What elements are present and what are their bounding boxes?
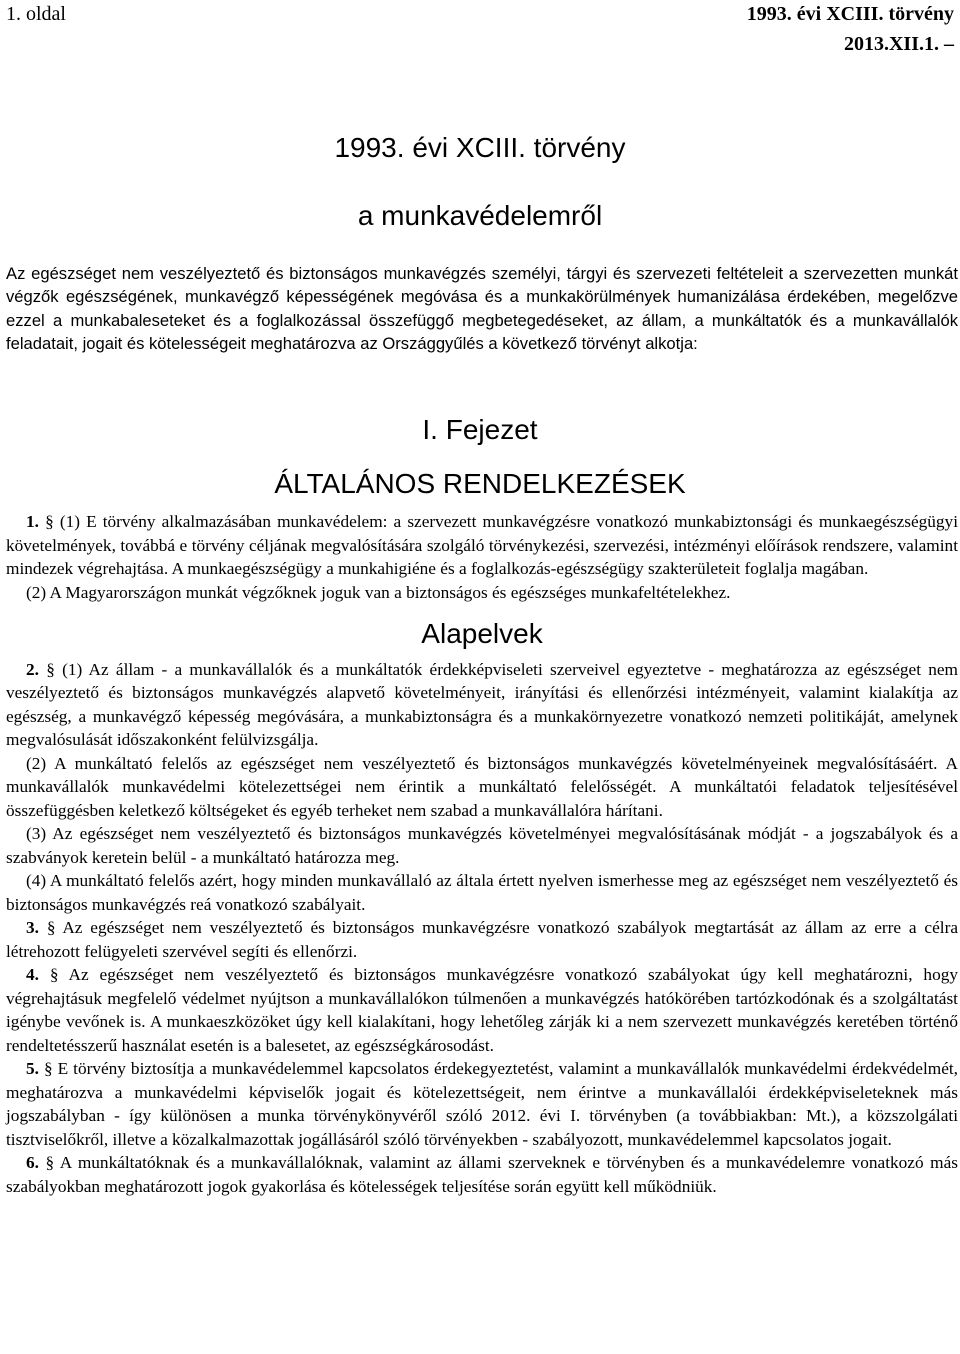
section-6	[6, 1151, 958, 1198]
section-1-paragraph-2: (2) A Magyarországon munkát végzőknek joguk van a biztonságos és egészséges munkafeltételekhez.	[26, 582, 731, 602]
section-4	[6, 963, 958, 1057]
section-2-paragraph-2: (2) A munkáltató felelős az egészséget nem veszélyeztető és biztonságos munkavégzés követelményeinek megvalósításáért. A munkavállalók munkavédelmi kötelezettségei nem érintik a munkáltató felelősségét. A munkáltatói feladatok teljesítésével összefüggésben keletkező költségeket és egyéb terheket nem szabad a munkavállalóra hárítani.	[6, 753, 958, 820]
section-2-paragraph-3: (3) Az egészséget nem veszélyeztető és biztonságos munkavégzés követelményei megvalósításának módját - a jogszabályok és a szabványok keretein belül - a munkáltató határozza meg.	[6, 824, 958, 867]
running-header	[747, 3, 954, 63]
section-number: 3.	[26, 918, 39, 937]
section-text: § Az egészséget nem veszélyeztető és biztonságos munkavégzésre vonatkozó szabályok megtartását az állam az erre a célra létrehozott felügyeleti szervével segíti és ellenőrzi.	[6, 918, 958, 961]
document-subtitle: a munkavédelemről	[357, 200, 603, 231]
section-number: 5.	[26, 1059, 39, 1078]
section-number: 2.	[26, 659, 39, 679]
section-1-paragraph-1	[6, 510, 958, 581]
section-2-paragraph-4: (4) A munkáltató felelős azért, hogy minden munkavállaló az általa értett nyelven ismerhesse meg az egészséget nem veszélyeztető és biztonságos munkavégzés reá vonatkozó szabályait.	[6, 871, 958, 914]
document-body	[6, 510, 958, 1198]
preamble: Az egészséget nem veszélyeztető és biztonságos munkavégzés személyi, tárgyi és szervezeti feltételeit a szervezetten munkát végzők egészségének, munkavégző képességének megóvása és a munkakörülmények humanizálása érdekében, megelőzve ezzel a munkabaleseteket és a foglalkozással összefüggő megbetegedéseket, az állam, a munkáltatók és a munkavállalók feladatait, jogait és kötelességeit meghatározva az Országgyűlés a következő törvényt alkotja:	[6, 264, 958, 353]
section-text: § A munkáltatóknak és a munkavállalóknak, valamint az állami szerveknek e törvényben és a munkavédelemre vonatkozó más szabályokban meghatározott jogok gyakorlása és kötelességek teljesítése során együtt kell működniük.	[6, 1153, 958, 1196]
section-2-paragraph-1	[6, 658, 958, 752]
page-number: 1. oldal	[6, 3, 66, 25]
section-3	[6, 916, 958, 963]
section-number: 4.	[26, 965, 39, 984]
chapter-title: ÁLTALÁNOS RENDELKEZÉSEK	[274, 468, 686, 499]
section-text: § (1) E törvény alkalmazásában munkavédelem: a szervezett munkavégzésre vonatkozó munkabiztonsági és munkaegészségügyi követelmények, továbbá e törvény céljának megvalósítására szolgáló törvénykezési, szervezési, intézményi előírások rendszere, valamint mindezek végrehajtása. A munkaegészségügy a munkahigiéne és a foglalkozás-egészségügy szakterületeit foglalja magában.	[6, 512, 958, 578]
section-number: 1.	[26, 512, 39, 531]
section-text: § (1) Az állam - a munkavállalók és a munkáltatók érdekképviseleti szerveivel egyeztetve - meghatározza az egészséget nem veszélyeztető és biztonságos munkavégzés alapvető követelményeit, irányítási és ellenőrzési intézményeit, valamint kialakítja az egészség, a munkavégző képesség megóvására, a munkabiztonságra és a munkakörnyezetre vonatkozó nemzeti politikáját, amelynek megvalósulását időszakonként felülvizsgálja.	[6, 659, 959, 749]
running-header-title: 1993. évi XCIII. törvény	[746, 3, 954, 25]
section-text: § E törvény biztosítja a munkavédelemmel kapcsolatos érdekegyeztetést, valamint a munkavállalók munkavédelmi érdekvédelmét, meghatározva a munkavédelmi képviselők jogait és kötelezettségeit, nem érintve a munkavállalói érdekképviseleteknek más jogszabályban - így különösen a munka törvénykönyvéről szóló 2012. évi I. törvényben (a továbbiakban: Mt.), a közszolgálati tisztviselőkről, illetve a közalkalmazottak jogállásáról szóló törvényekben - szabályozott, munkavédelemmel kapcsolatos jogait.	[6, 1059, 958, 1149]
section-5	[6, 1057, 958, 1151]
chapter-number: I. Fejezet	[422, 414, 538, 445]
document-title: 1993. évi XCIII. törvény	[334, 132, 626, 163]
running-header-date: 2013.XII.1. –	[843, 33, 954, 55]
section-heading-alapelvek: Alapelvek	[421, 618, 543, 649]
section-text: § Az egészséget nem veszélyeztető és biztonságos munkavégzésre vonatkozó szabályokat úgy kell meghatározni, hogy végrehajtásuk megfelelő védelmet nyújtson a munkavállalókon túlmenően a munkavégzés hatókörében tartózkodónak és a szolgáltatást igénybe vevőnek is. A munkaeszközöket úgy kell kialakítani, hogy lehetőleg zárják ki a nem szervezett munkavégzés keretében történő rendeltetésszerű használat esetén is a balesetet, az egészségkárosodást.	[6, 965, 958, 1055]
section-number: 6.	[26, 1153, 39, 1172]
